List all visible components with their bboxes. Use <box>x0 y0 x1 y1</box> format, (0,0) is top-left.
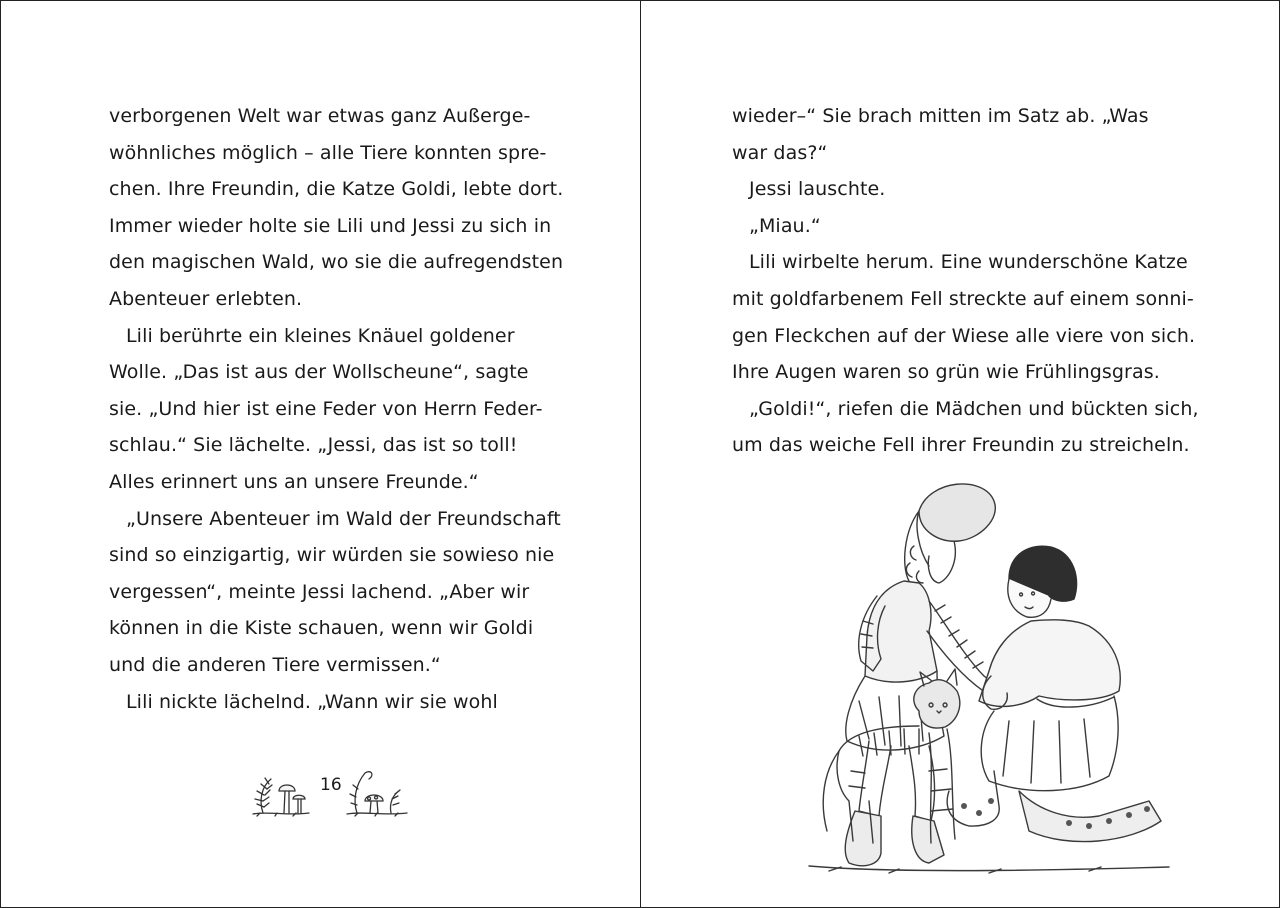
left-page <box>1 1 640 907</box>
text-line: Immer wieder holte sie Lili und Jessi zu sich in <box>109 214 552 237</box>
left-page-text <box>109 98 563 720</box>
text-line: sind so einzigartig, wir würden sie sowieso nie <box>109 544 555 567</box>
page-number: 16 <box>320 775 342 795</box>
text-line: um das weiche Fell ihrer Freundin zu streicheln. <box>732 434 1190 457</box>
text-line: wöhnliches möglich – alle Tiere konnten spre- <box>109 141 547 164</box>
text-line: gen Fleckchen auf der Wiese alle viere von sich. <box>732 324 1196 347</box>
text-line: mit goldfarbenem Fell streckte auf einem sonni- <box>732 287 1194 310</box>
right-page-text <box>732 98 1199 464</box>
text-line: Wolle. „Das ist aus der Wollscheune“, sagte <box>109 361 529 384</box>
text-line: verborgenen Welt war etwas ganz Außerge- <box>109 105 531 127</box>
mushroom-plant-ornament-icon <box>345 761 409 821</box>
text-line: Abenteuer erlebten. <box>109 287 303 310</box>
text-line: Lili wirbelte herum. Eine wunderschöne Katze <box>749 251 1188 274</box>
text-line: „Goldi!“, riefen die Mädchen und bückten sich, <box>749 397 1199 420</box>
text-line: Alles erinnert uns an unsere Freunde.“ <box>109 470 479 493</box>
text-line: wieder–“ Sie brach mitten im Satz ab. „Was <box>732 105 1149 127</box>
text-line: Lili nickte lächelnd. „Wann wir sie wohl <box>126 690 498 713</box>
text-line: „Unsere Abenteuer im Wald der Freundschaft <box>126 507 561 530</box>
text-line: Lili berührte ein kleines Knäuel goldener <box>126 324 515 347</box>
text-line: war das?“ <box>732 141 828 164</box>
mushroom-fern-ornament-icon <box>249 761 311 821</box>
text-line: Jessi lauschte. <box>749 178 886 201</box>
page-folio <box>249 761 409 821</box>
right-page <box>641 1 1279 907</box>
girls-petting-cat-illustration <box>769 471 1189 891</box>
text-line: den magischen Wald, wo sie die aufregendsten <box>109 251 564 274</box>
text-line: können in die Kiste schauen, wenn wir Goldi <box>109 617 534 640</box>
text-line: sie. „Und hier ist eine Feder von Herrn Feder- <box>109 397 543 420</box>
text-line: schlau.“ Sie lächelte. „Jessi, das ist so toll! <box>109 434 518 457</box>
text-line: chen. Ihre Freundin, die Katze Goldi, lebte dort. <box>109 178 564 201</box>
text-line: und die anderen Tiere vermissen.“ <box>109 653 441 676</box>
text-line: „Miau.“ <box>749 214 821 237</box>
text-line: vergessen“, meinte Jessi lachend. „Aber wir <box>109 580 530 603</box>
text-line: Ihre Augen waren so grün wie Frühlingsgras. <box>732 361 1160 384</box>
